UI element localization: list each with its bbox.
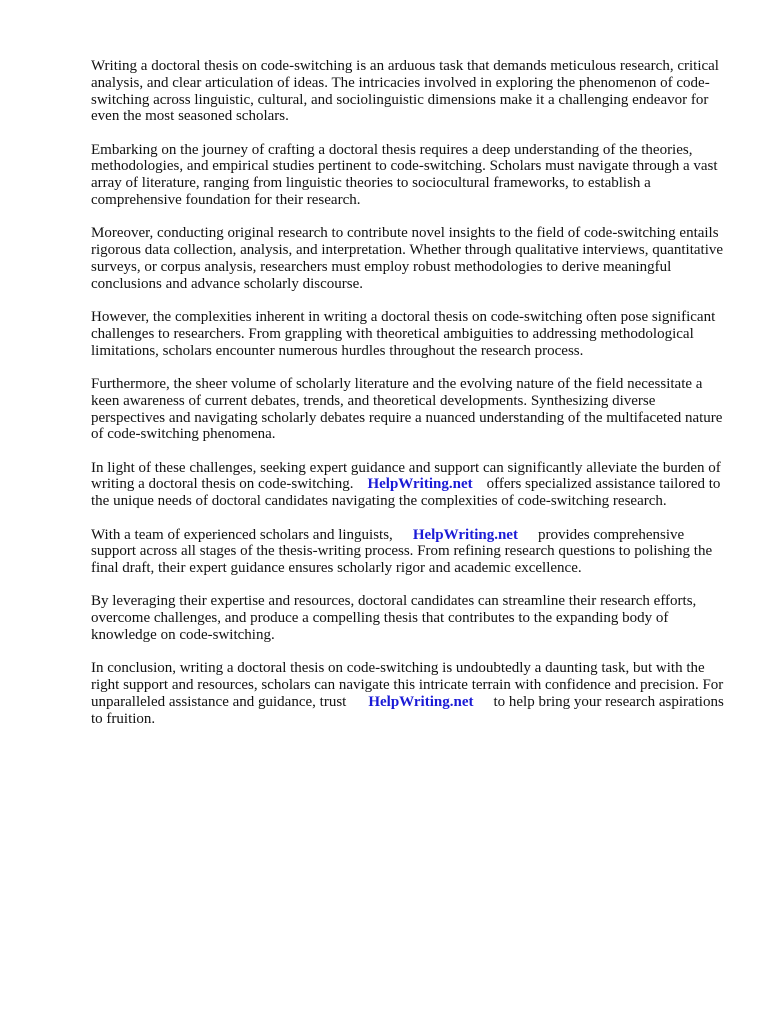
paragraph-embarking: Embarking on the journey of crafting a doctoral thesis requires a deep understanding of the theories, methodologies, and empirical studies pertinent to code-switching. Scholars must navigate through a vast array of literature, ranging from linguistic theories to sociocultural frameworks, to establish a comprehensive foundation for their research.	[91, 141, 718, 209]
paragraph-text-before-link: In light of these challenges, seeking expert guidance and support can significantly alleviate the burden of writing a doctoral thesis on code-switching.	[91, 459, 721, 493]
helpwriting-link[interactable]: HelpWriting.net	[412, 526, 518, 543]
paragraph-team	[91, 527, 731, 577]
paragraph-challenges	[91, 460, 731, 510]
document-body	[91, 58, 731, 744]
helpwriting-link[interactable]: HelpWriting.net	[367, 476, 473, 493]
paragraph-leveraging: By leveraging their expertise and resources, doctoral candidates can streamline their research efforts, overcome challenges, and produce a compelling thesis that contributes to the expanding body of knowledge on code-switching.	[91, 593, 697, 644]
paragraph-text-after-link: provides comprehensive support across all stages of the thesis-writing process. From refining research questions to polishing the final draft, their expert guidance ensures scholarly rigor and academic excellence.	[91, 526, 713, 577]
paragraph-text-after-link: offers specialized assistance tailored to the unique needs of doctoral candidates navigating the complexities of code-switching research.	[91, 476, 721, 510]
paragraph-conclusion	[91, 660, 731, 727]
paragraph-text-before-link: In conclusion, writing a doctoral thesis on code-switching is undoubtedly a daunting task, but with the right support and resources, scholars can navigate this intricate terrain with confidence and precision. For unparalleled assistance and guidance, trust	[91, 660, 724, 710]
paragraph-text-before-link: With a team of experienced scholars and linguists,	[91, 526, 393, 543]
helpwriting-link[interactable]: HelpWriting.net	[368, 693, 474, 710]
paragraph-moreover: Moreover, conducting original research to contribute novel insights to the field of code-switching entails rigorous data collection, analysis, and interpretation. Whether through qualitative interviews, quantitative surveys, or corpus analysis, researchers must employ robust methodologies to derive meaningful conclusions and advance scholarly discourse.	[91, 225, 724, 292]
paragraph-furthermore: Furthermore, the sheer volume of scholarly literature and the evolving nature of the field necessitate a keen awareness of current debates, trends, and theoretical developments. Synthesizing diverse perspectives and navigating scholarly debates require a nuanced understanding of the multifaceted nature of code-switching phenomena.	[91, 375, 723, 443]
paragraph-intro: Writing a doctoral thesis on code-switching is an arduous task that demands meticulous research, critical analysis, and clear articulation of ideas. The intricacies involved in exploring the phenomenon of code-switching across linguistic, cultural, and sociolinguistic dimensions make it a challenging endeavor for even the most seasoned scholars.	[91, 58, 719, 125]
paragraph-however: However, the complexities inherent in writing a doctoral thesis on code-switching often pose significant challenges to researchers. From grappling with theoretical ambiguities to addressing methodological limitations, scholars encounter numerous hurdles throughout the research process.	[91, 309, 716, 359]
paragraph-text-after-link: to help bring your research aspirations to fruition.	[91, 693, 724, 727]
